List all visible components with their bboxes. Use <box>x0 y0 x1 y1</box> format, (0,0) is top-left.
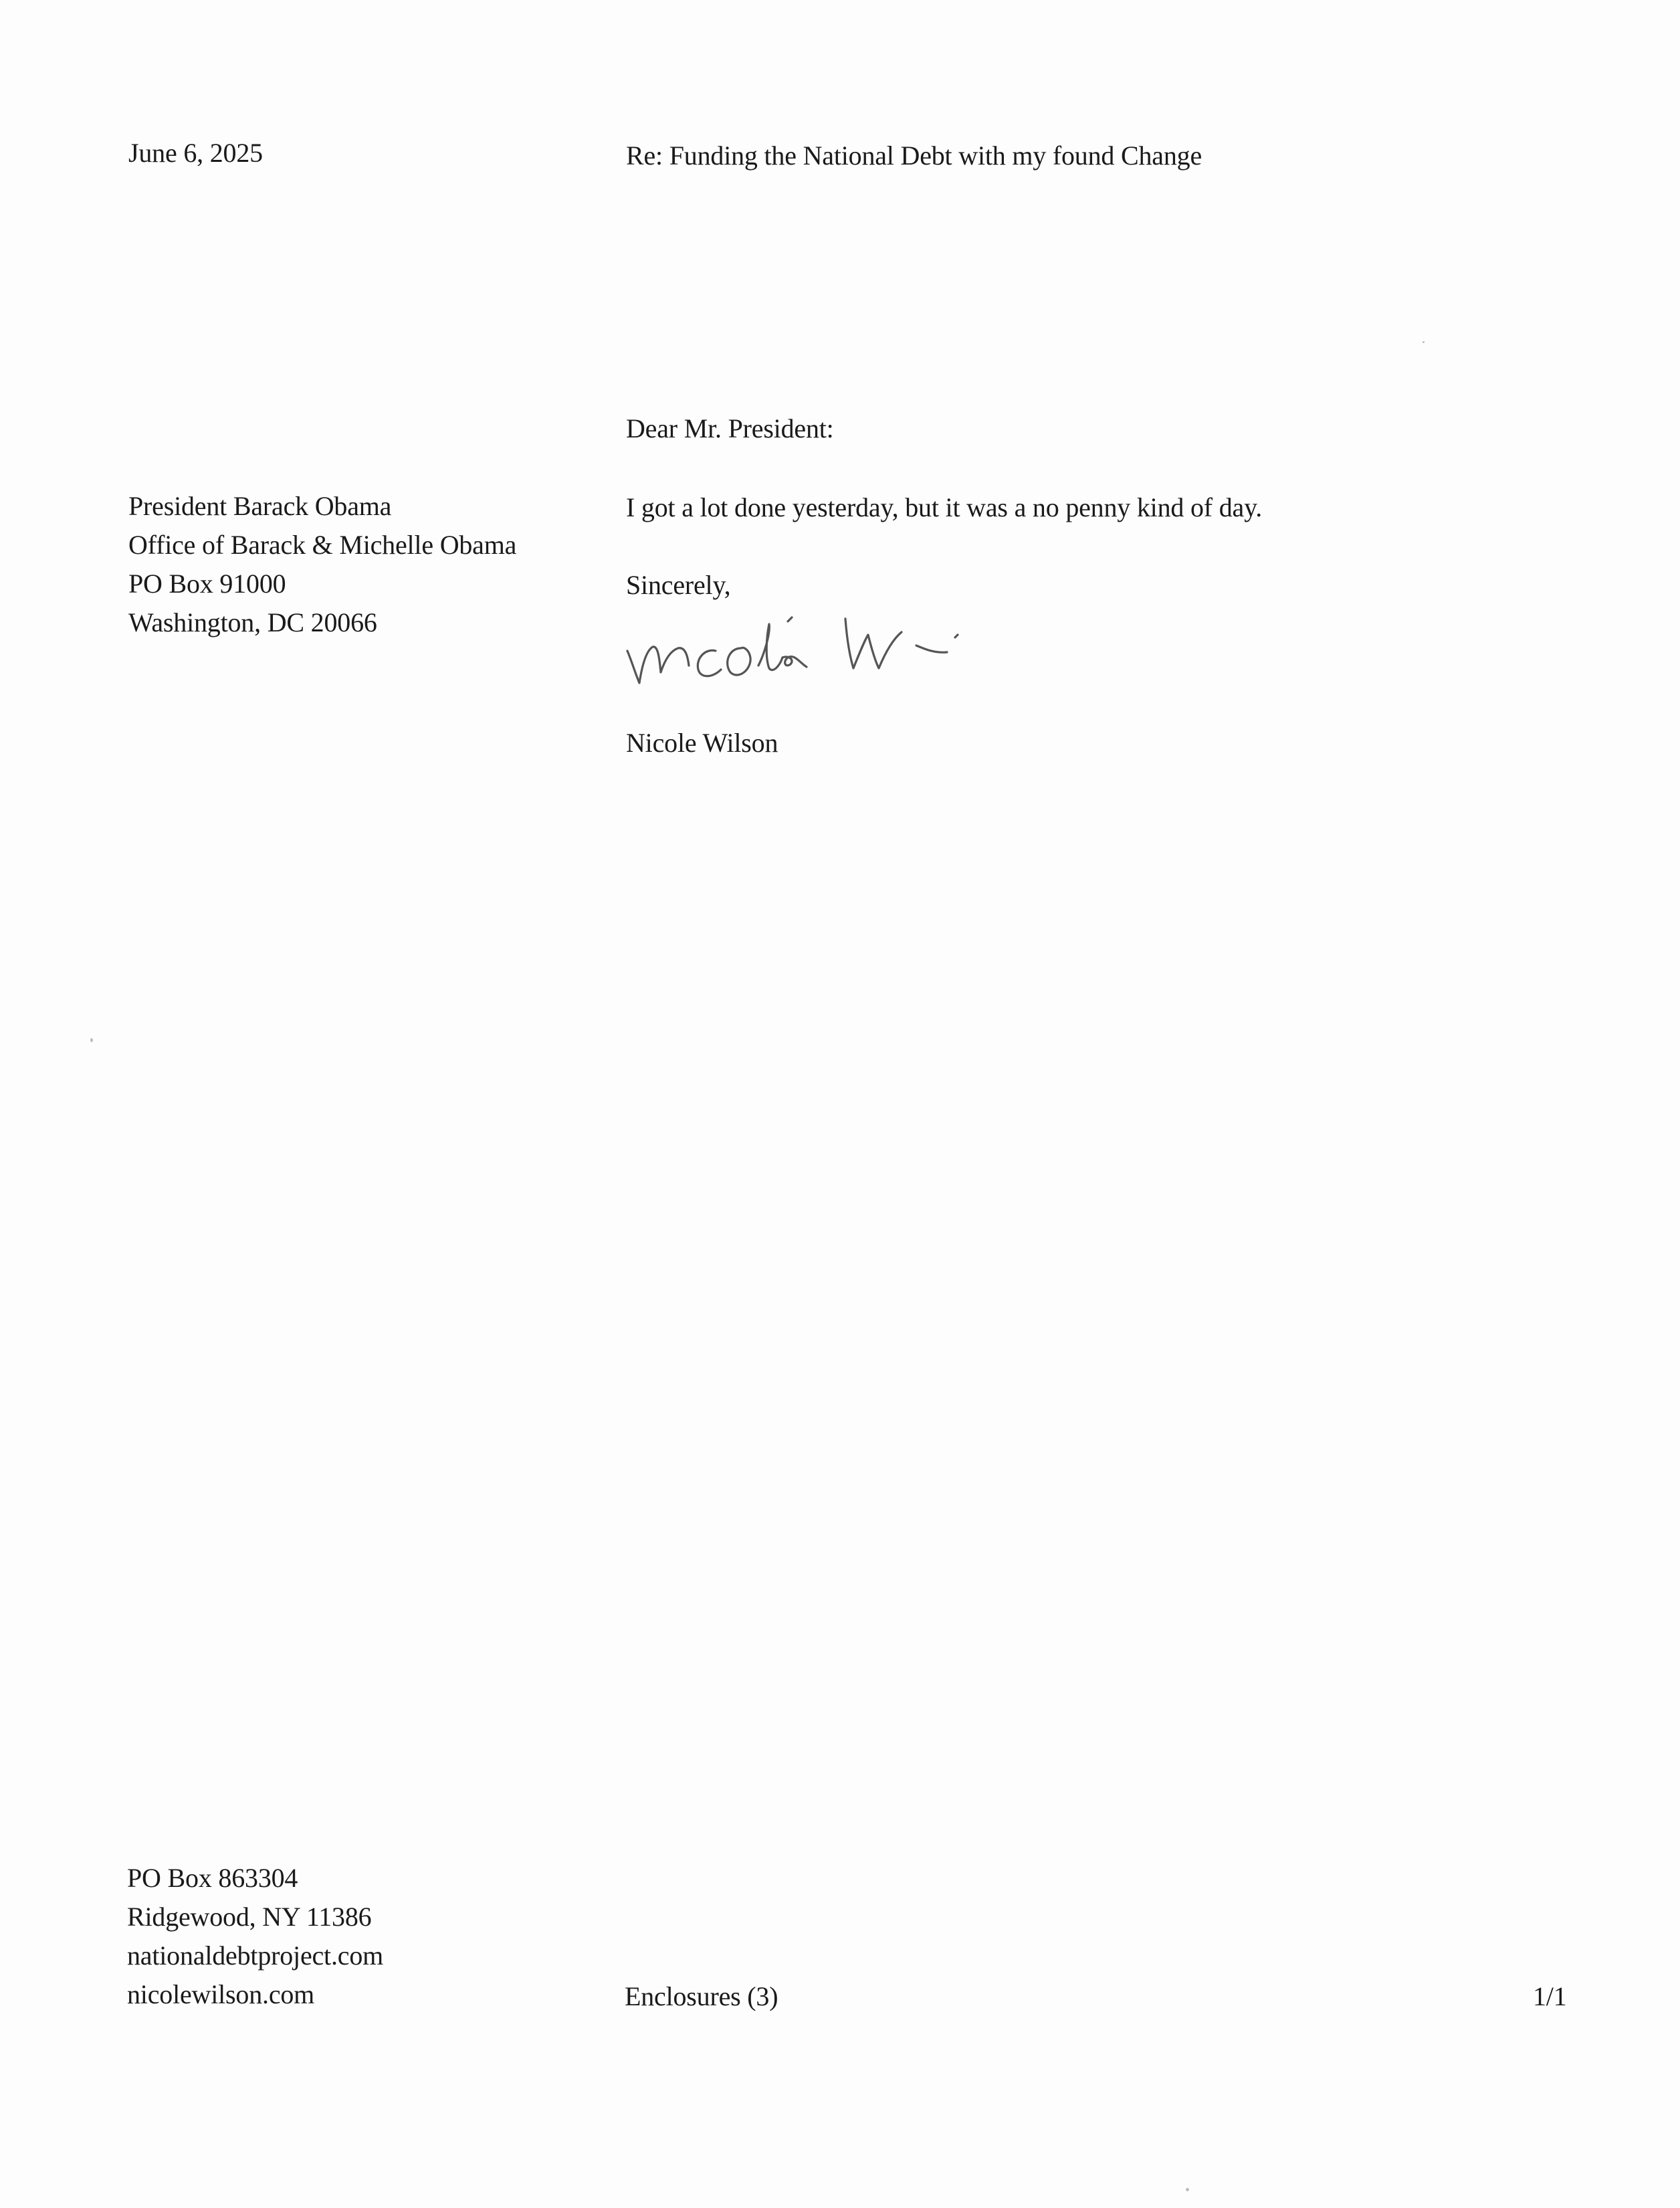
sender-address <box>127 1859 383 2014</box>
sender-name: Nicole Wilson <box>626 728 778 758</box>
scan-speck <box>1423 341 1425 343</box>
recipient-line: PO Box 91000 <box>128 569 286 599</box>
recipient-address <box>128 487 516 642</box>
scan-speck <box>90 1038 93 1042</box>
letter-closing: Sincerely, <box>626 570 731 600</box>
enclosures-note: Enclosures (3) <box>625 1981 778 2011</box>
recipient-line: Washington, DC 20066 <box>128 607 377 637</box>
letter-salutation: Dear Mr. President: <box>626 413 834 443</box>
letter-subject: Re: Funding the National Debt with my found Change <box>626 140 1202 171</box>
sender-line: Ridgewood, NY 11386 <box>127 1902 372 1932</box>
sender-line: PO Box 863304 <box>127 1863 298 1893</box>
letter-date: June 6, 2025 <box>128 138 263 168</box>
scan-speck <box>1186 2188 1189 2191</box>
recipient-line: Office of Barack & Michelle Obama <box>128 530 517 560</box>
sender-line: nationaldebtproject.com <box>127 1940 384 1971</box>
handwritten-signature <box>622 599 996 699</box>
page-number: 1/1 <box>1533 1981 1567 2011</box>
sender-line: nicolewilson.com <box>127 1979 315 2009</box>
letter-body: I got a lot done yesterday, but it was a no penny kind of day. <box>626 492 1263 522</box>
recipient-line: President Barack Obama <box>128 491 392 521</box>
